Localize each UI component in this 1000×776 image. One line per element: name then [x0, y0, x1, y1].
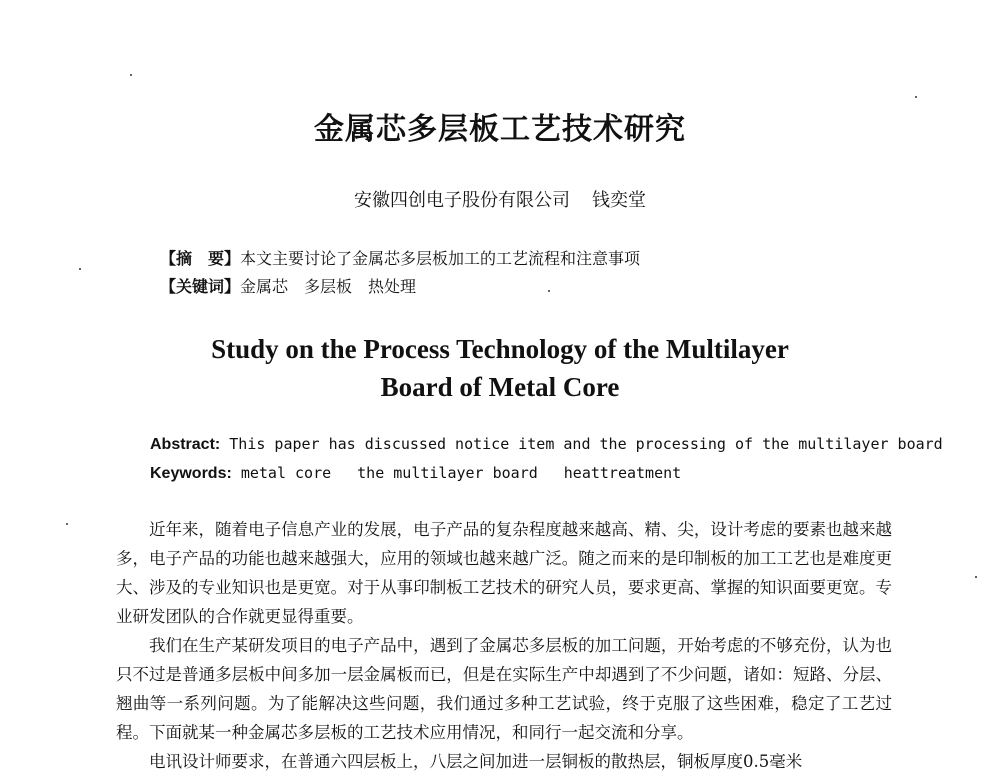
abstract-cn	[160, 246, 640, 269]
abstract-cn-tag: 【摘 要】	[160, 249, 241, 268]
keywords-en	[150, 464, 707, 483]
paper-title-cn: 金属芯多层板工艺技术研究	[314, 112, 686, 147]
scan-speck	[130, 74, 132, 76]
paper-title-en-line: Study on the Process Technology of the Multilayer	[211, 334, 789, 364]
author-affiliation: 安徽四创电子股份有限公司	[354, 190, 570, 211]
keywords-cn-tag: 【关键词】	[160, 277, 241, 296]
scan-speck	[548, 290, 550, 292]
abstract-en	[150, 435, 943, 454]
abstract-en-text: This paper has discussed notice item and the processing of the multilayer board	[229, 435, 943, 453]
author-name: 钱奕堂	[592, 190, 646, 211]
scan-speck	[79, 268, 81, 270]
keyword-en: metal core	[240, 464, 332, 482]
author-line	[0, 186, 1000, 212]
body-paragraph: 我们在生产某研发项目的电子产品中，遇到了金属芯多层板的加工问题，开始考虑的不够充份，认为也只不过是普通多层板中间多加一层金属板而已，但是在实际生产中却遇到了不少问题，诸如：短路、分层、翘曲等一系列问题。为了能解决这些问题，我们通过多种工艺试验，终于克服了这些困难，稳定了工艺过程。下面就某一种金属芯多层板的工艺技术应用情况，和同行一起交流和分享。	[116, 636, 892, 742]
scan-speck	[975, 576, 977, 578]
keyword-cn: 热处理	[368, 277, 417, 296]
body-paragraph: 电讯设计师要求，在普通六四层板上，八层之间加进一层铜板的散热层，铜板厚度0.5毫米	[149, 752, 803, 771]
paper-title-en-line: Board of Metal Core	[380, 372, 620, 402]
keyword-en: heattreatment	[563, 464, 682, 482]
scan-speck	[915, 96, 917, 98]
paper-title-en	[0, 330, 1000, 406]
keyword-cn: 金属芯	[240, 277, 289, 296]
body-text	[116, 515, 892, 776]
keywords-cn	[160, 274, 432, 297]
keyword-cn: 多层板	[304, 277, 353, 296]
body-paragraph: 近年来，随着电子信息产业的发展，电子产品的复杂程度越来越高、精、尖，设计考虑的要素也越来越多，电子产品的功能也越来越强大，应用的领域也越来越广泛。随之而来的是印制板的加工工艺也是难度更大、涉及的专业知识也是更宽。对于从事印制板工艺技术的研究人员，要求更高、掌握的知识面要更宽。专业研发团队的合作就更显得重要。	[116, 520, 892, 626]
keywords-en-tag: Keywords:	[150, 465, 232, 482]
scan-speck	[66, 523, 68, 525]
abstract-en-tag: Abstract:	[150, 436, 221, 453]
keyword-en: the multilayer board	[357, 464, 538, 482]
abstract-cn-text: 本文主要讨论了金属芯多层板加工的工艺流程和注意事项	[240, 249, 641, 268]
